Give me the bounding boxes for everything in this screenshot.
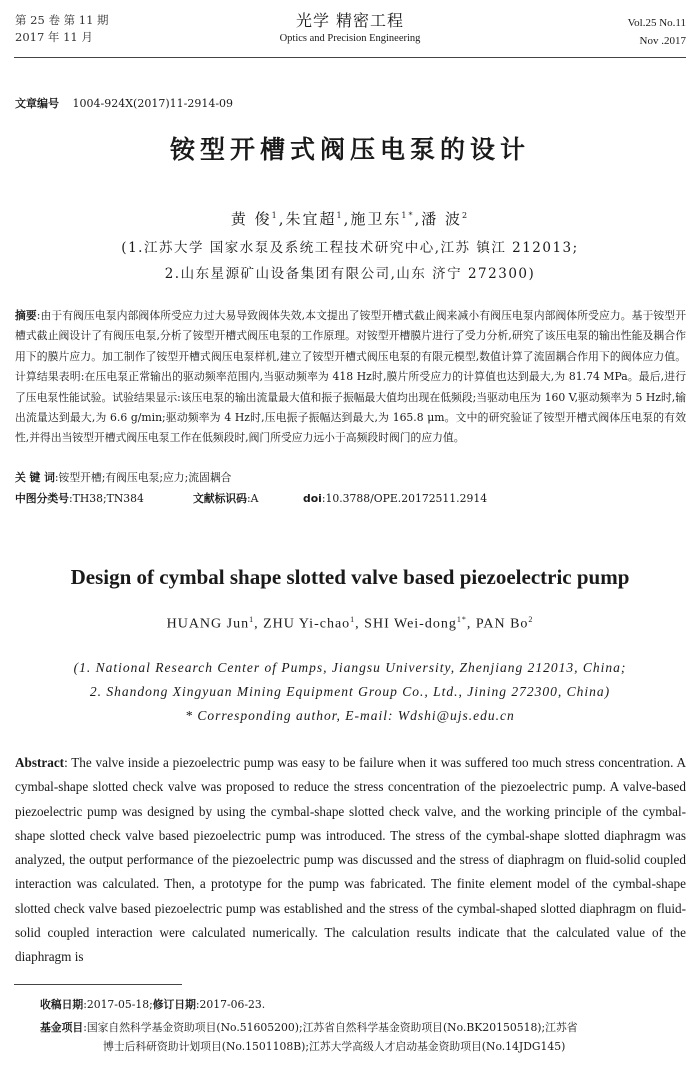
corresponding-author: * Corresponding author, E-mail: Wdshi@ujs.edu.cn [185, 708, 515, 723]
clc-value: :TH38;TN384 [68, 492, 144, 505]
doc-code-value: :A [246, 492, 259, 505]
author-cn-2: ,朱宜超 [278, 210, 337, 228]
author-en-1: HUANG Jun [166, 616, 250, 632]
author-en-4: , PAN Bo [466, 616, 529, 632]
fund-line-2: 博士后科研资助计划项目(No.1501108B);江苏大学高级人才启动基金资助项目(No.14JDG145) [103, 1040, 566, 1053]
keywords-cn-label: 关 键 词 [15, 471, 55, 484]
received-value: :2017-05-18; [83, 998, 153, 1011]
abstract-en-label: Abstract [15, 755, 65, 770]
keywords-cn [15, 470, 231, 485]
author-en-3-sup: 1* [456, 615, 467, 624]
revised-label: 修订日期 [152, 998, 196, 1011]
volume-issue-en: Vol.25 No.11 [627, 17, 686, 29]
author-en-2-sup: 1 [350, 615, 356, 624]
author-en-4-sup: 2 [528, 615, 534, 624]
fund-label: 基金项目 [40, 1021, 84, 1034]
abstract-en-text: : The valve inside a piezoelectric pump was easy to be failure when it was suffered too much stress concentration. A cymbal-shape slotted check valve was proposed to reduce the stress concentration of the piezoelectric pump. A valve-based piezoelectric pump was designed by using the cymbal-shape slotted check valve, and the working principle of the cymbal-shape slotted check valve based piezoelectric pump was introduced. The stress of the cymbal-shape slotted diaphragm was analyzed, the output performance of the piezoelectric pump was discussed and the stress of diaphragm on fluid-solid coupled interaction was calculated. Then, a prototype for the pump was fabricated. The finite element model of the cymbal-shape slotted check valve based piezoelectric pump was established and the stress of the cymbal-shaped slotted diaphragm on fluid-solid coupled interaction were calculated numerically. The calculation results indicate that the calculated value of the diaphragm is [15, 755, 686, 965]
abstract-en [15, 751, 686, 970]
article-number-value: 1004-924X(2017)11-2914-09 [72, 97, 234, 110]
author-cn-3: ,施卫东 [343, 210, 402, 228]
clc-label: 中图分类号 [15, 492, 69, 505]
author-cn-1-sup: 1 [271, 211, 279, 220]
revised-value: :2017-06-23. [195, 998, 266, 1011]
authors-cn [0, 208, 700, 229]
affiliation-en-2: 2. Shandong Xingyuan Mining Equipment Group Co., Ltd., Jining 272300, China) [89, 684, 611, 699]
doi-label: doi [303, 492, 322, 505]
author-cn-1: 黄 俊 [230, 210, 272, 228]
header-volume-info-en [628, 14, 686, 50]
header-journal [200, 10, 500, 46]
affiliation-cn-1: (1.江苏大学 国家水泵及系统工程技术研究中心,江苏 镇江 212013; [121, 240, 579, 256]
footnote-dates [40, 995, 686, 1015]
author-cn-3-sup: 1* [401, 211, 415, 220]
abstract-cn-text: :由于有阀压电泵内部阀体所受应力过大易导致阀体失效,本文提出了铵型开槽式截止阀来减小有阀压电泵内部阀体所受应力。基于铵型开槽式截止阀设计了有阀压电泵,分析了铵型开槽式阀压电泵的工作原理。对铵型开槽膜片进行了受力分析,研究了该压电泵的输出性能及耦合作用下的膜片应力。加工制作了铵型开槽式阀压电泵样机,建立了铵型开槽式阀压电泵的有限元模型,数值计算了流固耦合作用下的阀体应力值。计算结果表明:在压电泵正常输出的驱动频率范围内,当驱动频率为 418 Hz时,膜片所受应力的计算值也达到最大,为 81.74 MPa。最后,进行了压电泵性能试验。试验结果显示:该压电泵的输出流量最大值和振子振幅最大值均出现在低频段;当驱动电压为 160 V,驱动频率为 5 Hz时,输出流量达到最大,为 6.6 g/min;驱动频率为 4 Hz时,压电振子振幅达到最大,为 165.8 μm。文中的研究验证了铵型开槽式阀体压电泵的有效性,并得出当铵型开槽式阀压电泵工作在低频段时,阀门所受应力远小于高频段时阀门的应力值。 [15, 309, 686, 445]
doi-value: :10.3788/OPE.20172511.2914 [321, 492, 488, 505]
abstract-cn-label: 摘要 [15, 309, 37, 322]
author-cn-4: ,潘 波 [414, 210, 463, 228]
title-en: Design of cymbal shape slotted valve based piezoelectric pump [70, 565, 630, 589]
author-cn-2-sup: 1 [336, 211, 344, 220]
received-label: 收稿日期 [40, 998, 84, 1011]
author-en-3: , SHI Wei-dong [355, 616, 457, 632]
authors-en [0, 615, 700, 633]
abstract-cn [15, 306, 686, 449]
author-en-1-sup: 1 [249, 615, 255, 624]
keywords-cn-text: :铵型开槽;有阀压电泵;应力;流固耦合 [54, 471, 232, 484]
footnote-divider [14, 984, 182, 985]
journal-name-cn: 光学 精密工程 [295, 11, 405, 30]
date-en: Nov .2017 [639, 35, 686, 47]
article-number-label: 文章编号 [15, 97, 59, 110]
article-number [15, 95, 233, 111]
fund-line-1: :国家自然科学基金资助项目(No.51605200);江苏省自然科学基金资助项目(No.BK20150518);江苏省 [83, 1021, 578, 1034]
affiliation-en-1: (1. National Research Center of Pumps, Jiangsu University, Zhenjiang 212013, China; [73, 660, 627, 675]
volume-issue-cn: 第 25 卷 第 11 期 [15, 13, 109, 27]
affiliation-cn-2: 2.山东星源矿山设备集团有限公司,山东 济宁 272300) [164, 266, 536, 282]
author-cn-4-sup: 2 [462, 211, 470, 220]
header-volume-info [15, 12, 109, 46]
date-cn: 2017 年 11 月 [15, 30, 93, 44]
journal-name-en: Optics and Precision Engineering [279, 33, 421, 44]
doc-code-label: 文献标识码 [193, 492, 247, 505]
header-divider [14, 57, 686, 58]
author-en-2: , ZHU Yi-chao [254, 616, 351, 632]
title-cn: 铵型开槽式阀压电泵的设计 [169, 135, 530, 164]
classification-line [15, 491, 686, 506]
footnote-funding [40, 1018, 686, 1038]
